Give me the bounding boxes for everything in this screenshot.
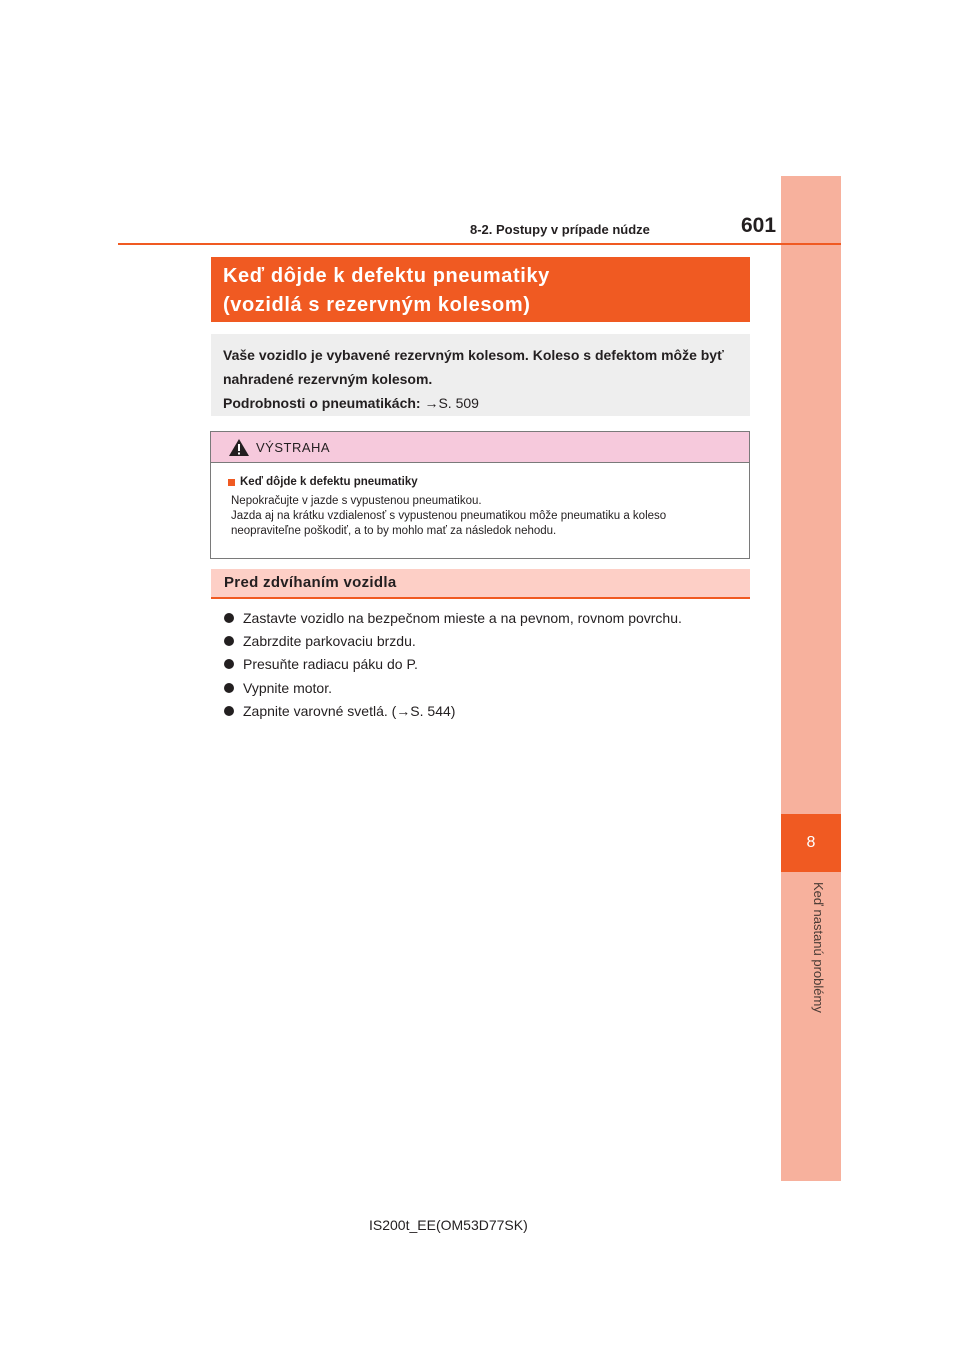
- list-item: [224, 653, 750, 676]
- bullet-dot-icon: [224, 659, 234, 669]
- bullet-list: [224, 606, 750, 723]
- list-item-text: Vypnite motor.: [243, 679, 332, 696]
- header-rule: [118, 243, 841, 245]
- bullet-dot-icon: [224, 706, 234, 716]
- warning-text-line-2: Jazda aj na krátku vzdialenosť s vypustenou pneumatikou môže pneumatiku a koleso: [231, 510, 667, 522]
- warning-triangle-icon: [228, 438, 250, 457]
- chapter-side-tab: [781, 176, 841, 1181]
- page-number: 601: [741, 214, 777, 237]
- intro-box: [211, 334, 750, 416]
- warning-header: [211, 432, 749, 463]
- bullet-dot-icon: [224, 683, 234, 693]
- intro-line-1: Vaše vozidlo je vybavené rezervným kolesom. Koleso s defektom môže byť: [223, 347, 724, 363]
- warning-text-line-3: neopraviteľne poškodiť, a to by mohlo mať za následok nehodu.: [231, 525, 557, 537]
- intro-reference: [223, 391, 750, 415]
- subsection-title: Pred zdvíhaním vozidla: [211, 569, 750, 599]
- list-item: [224, 606, 750, 629]
- warning-box: [210, 431, 750, 559]
- warning-text: [228, 494, 749, 539]
- square-bullet-icon: [228, 479, 235, 486]
- page-title-line-1: Keď dôjde k defektu pneumatiky: [223, 265, 550, 287]
- warning-subheading: [228, 475, 749, 490]
- chapter-title: Keď nastanú problémy: [811, 882, 826, 1013]
- footer-code: IS200t_EE(OM53D77SK): [369, 1217, 528, 1233]
- list-item-text: Zastavte vozidlo na bezpečnom mieste a na pevnom, rovnom povrchu.: [243, 609, 682, 626]
- list-item-text: Presuňte radiacu páku do P.: [243, 656, 418, 673]
- chapter-number-box: [781, 814, 841, 872]
- warning-body: [211, 463, 749, 539]
- intro-reference-page: S. 509: [438, 395, 479, 411]
- page-title-line-2: (vozidlá s rezervným kolesom): [223, 294, 531, 316]
- list-item: [224, 629, 750, 652]
- bullet-dot-icon: [224, 613, 234, 623]
- warning-text-line-1: Nepokračujte v jazde s vypustenou pneumatikou.: [231, 495, 482, 507]
- warning-subheading-text: Keď dôjde k defektu pneumatiky: [240, 476, 418, 488]
- warning-label: VÝSTRAHA: [256, 439, 331, 455]
- list-item: [224, 700, 750, 723]
- intro-line-2: nahradené rezervným kolesom.: [223, 371, 433, 387]
- intro-reference-label: Podrobnosti o pneumatikách:: [223, 395, 421, 411]
- section-heading: 8-2. Postupy v prípade núdze: [470, 222, 650, 237]
- list-item: [224, 676, 750, 699]
- page-title: [211, 257, 750, 322]
- list-item-text: Zapnite varovné svetlá. (→S. 544): [243, 703, 456, 720]
- bullet-dot-icon: [224, 636, 234, 646]
- chapter-number: 8: [806, 834, 816, 851]
- arrow-icon: →: [424, 395, 439, 411]
- list-item-text: Zabrzdite parkovaciu brzdu.: [243, 633, 416, 650]
